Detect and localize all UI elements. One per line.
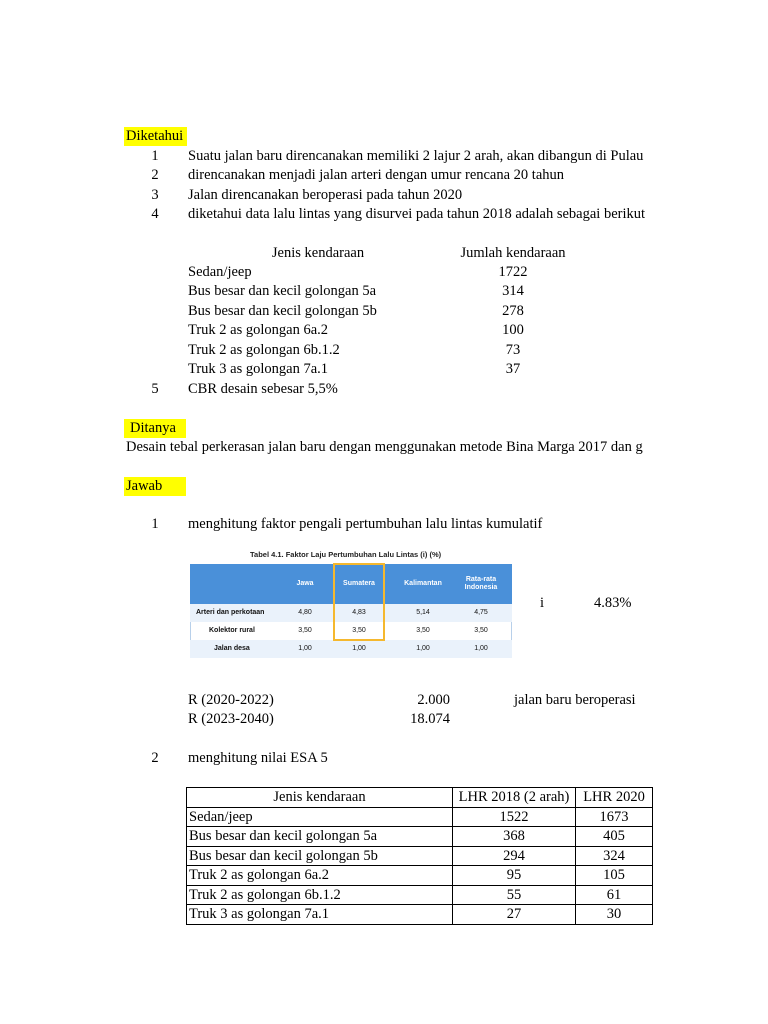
table-caption: Tabel 4.1. Faktor Laju Pertumbuhan Lalu Lintas (i) (%) [250,550,442,559]
item-text: CBR desain sebesar 5,5% [188,381,338,397]
table-header-row [187,788,653,808]
table-cell: 3,50 [416,627,430,634]
table-cell: Truk 3 as golongan 7a.1 [187,905,453,925]
step-text: menghitung faktor pengali pertumbuhan lalu lintas kumulatif [188,516,543,532]
table-cell: 1673 [576,807,653,827]
traffic-header-type: Jenis kendaraan [271,245,365,261]
table-header-cell: Rata-rata Indonesia [464,576,498,591]
table-cell: Truk 2 as golongan 6b.1.2 [187,885,453,905]
table-cell: 3,50 [474,627,488,634]
table-cell: 4,83 [352,609,366,616]
table-row [187,846,653,866]
table-cell: 95 [453,866,576,886]
table-cell: 1,00 [352,645,366,652]
r-label: R (2020-2022) [188,692,274,708]
table-cell: 105 [576,866,653,886]
traffic-row-count: 100 [502,322,524,338]
item-number: 4 [151,206,159,222]
table-row [187,827,653,847]
table-cell: 368 [453,827,576,847]
table-cell: Sedan/jeep [187,807,453,827]
table-cell: 4,80 [298,609,312,616]
item-number: 1 [151,148,159,164]
table-row [187,807,653,827]
traffic-header-count: Jumlah kendaraan [460,245,566,261]
item-text: Suatu jalan baru direncanakan memiliki 2 lajur 2 arah, akan dibangun di Pulau [188,148,644,164]
r-label: R (2023-2040) [188,711,274,727]
table-cell: 1,00 [416,645,430,652]
table-row [187,885,653,905]
table-cell: 61 [576,885,653,905]
table-header-cell: Jawa [296,580,314,587]
table-row [190,640,512,658]
table-cell: 1,00 [474,645,488,652]
traffic-row-type: Truk 3 as golongan 7a.1 [188,361,329,377]
ditanya-label: Ditanya [124,419,186,438]
table-cell: 55 [453,885,576,905]
table-header-cell: LHR 2018 (2 arah) [453,788,576,808]
lhr-table [186,787,653,925]
table-cell: 27 [453,905,576,925]
item-number: 5 [151,381,159,397]
jawab-label: Jawab [124,477,186,496]
table-cell: 4,75 [474,609,488,616]
table-row-label: Arteri dan perkotaan [196,609,265,616]
table-row-label: Kolektor rural [209,627,255,634]
table-cell: 294 [453,846,576,866]
table-cell: 5,14 [416,609,430,616]
i-label: i [540,595,545,611]
table-cell: Bus besar dan kecil golongan 5a [187,827,453,847]
table-cell: Truk 2 as golongan 6a.2 [187,866,453,886]
traffic-row-count: 278 [502,303,524,319]
step-number: 2 [151,750,159,766]
r-note: jalan baru beroperasi [514,692,636,708]
table-cell: 324 [576,846,653,866]
item-text: direncanakan menjadi jalan arteri dengan umur rencana 20 tahun [188,167,565,183]
table-header-cell: LHR 2020 [576,788,653,808]
r-value: 2.000 [417,692,450,708]
table-header-cell: Jenis kendaraan [187,788,453,808]
item-text: Jalan direncanakan beroperasi pada tahun 2020 [188,187,463,203]
traffic-row-count: 1722 [498,264,528,280]
item-number: 3 [151,187,159,203]
table-cell: 3,50 [298,627,312,634]
step-number: 1 [151,516,159,532]
table-cell: 405 [576,827,653,847]
traffic-row-count: 37 [505,361,521,377]
traffic-row-type: Bus besar dan kecil golongan 5a [188,283,377,299]
table-row-label: Jalan desa [214,645,250,652]
table-header-cell: Sumatera [343,580,375,587]
table-row [187,866,653,886]
r-value: 18.074 [410,711,450,727]
table-cell: Bus besar dan kecil golongan 5b [187,846,453,866]
traffic-row-type: Sedan/jeep [188,264,252,280]
table-cell: 1,00 [298,645,312,652]
table-row [187,905,653,925]
step-text: menghitung nilai ESA 5 [188,750,328,766]
table-cell: 3,50 [352,627,366,634]
traffic-row-type: Truk 2 as golongan 6b.1.2 [188,342,340,358]
traffic-row-count: 73 [505,342,521,358]
sumatera-highlight-box [333,563,385,641]
diketahui-label: Diketahui [124,127,187,146]
ditanya-text: Desain tebal perkerasan jalan baru dengan menggunakan metode Bina Marga 2017 dan g [126,439,643,455]
traffic-row-count: 314 [502,283,524,299]
i-value: 4.83% [594,595,632,611]
item-number: 2 [151,167,159,183]
growth-factor-table-image [188,548,512,656]
item-text: diketahui data lalu lintas yang disurvei pada tahun 2018 adalah sebagai berikut [188,206,646,222]
table-cell: 1522 [453,807,576,827]
traffic-row-type: Truk 2 as golongan 6a.2 [188,322,329,338]
traffic-row-type: Bus besar dan kecil golongan 5b [188,303,377,319]
table-header-cell: Kalimantan [404,580,442,587]
table-cell: 30 [576,905,653,925]
